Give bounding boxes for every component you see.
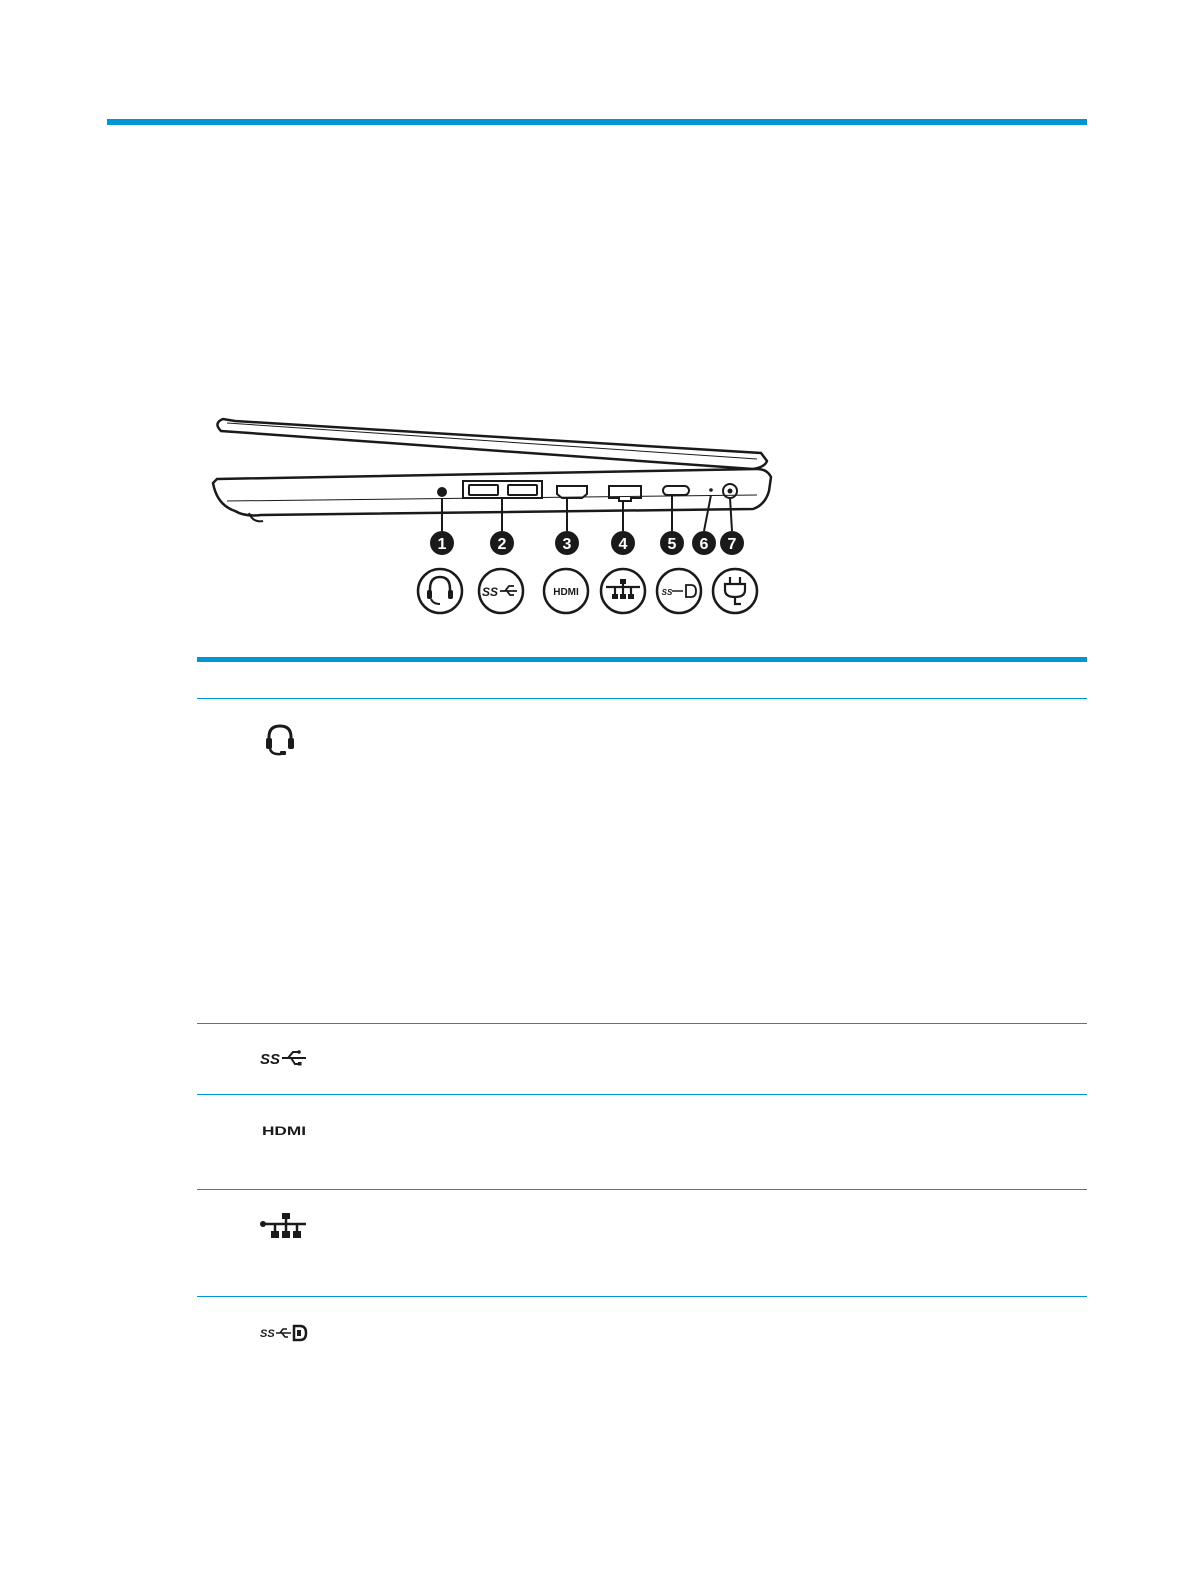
svg-text:SS: SS (260, 1051, 281, 1068)
svg-text:SS: SS (260, 1328, 275, 1340)
svg-text:SS: SS (661, 588, 673, 597)
svg-text:HDMI: HDMI (262, 1124, 306, 1138)
hdmi-icon (258, 1122, 310, 1138)
callout-2 (490, 531, 514, 555)
callout-3 (555, 531, 579, 555)
usb-superspeed-icon (479, 569, 523, 613)
svg-text:SS: SS (481, 585, 499, 599)
table-row-rule (197, 1023, 1087, 1024)
svg-text:7: 7 (727, 536, 737, 553)
table-row-2-icon (258, 1048, 310, 1068)
table-row-5-icon (258, 1322, 310, 1344)
headset-icon (418, 569, 462, 613)
table-row-rule (197, 1296, 1087, 1297)
table-row-1-icon (258, 722, 298, 758)
headset-icon (258, 722, 298, 758)
table-row-rule (197, 1094, 1087, 1095)
table-top-rule (197, 657, 1087, 662)
callout-4 (611, 531, 635, 555)
callout-5 (660, 531, 684, 555)
svg-text:2: 2 (497, 536, 507, 553)
audio-jack-port (437, 487, 447, 497)
svg-text:1: 1 (437, 536, 447, 553)
table-row-rule (197, 1189, 1087, 1190)
svg-text:3: 3 (562, 536, 572, 553)
svg-text:4: 4 (618, 536, 628, 553)
usb-superspeed-icon (258, 1048, 310, 1068)
table-header-rule (197, 698, 1087, 699)
svg-text:HDMI: HDMI (553, 587, 579, 598)
ac-adapter-light (709, 488, 713, 492)
svg-text:6: 6 (699, 536, 709, 553)
power-plug-icon (713, 569, 757, 613)
table-row-3-icon (258, 1122, 310, 1138)
table-row-4-icon (258, 1212, 310, 1240)
rj45-network-icon (601, 569, 645, 613)
laptop-right-side-illustration (205, 405, 785, 620)
rj45-network-icon (258, 1212, 310, 1240)
usb-c-displayport-icon (657, 569, 701, 613)
callout-6 (692, 531, 716, 555)
callout-1 (430, 531, 454, 555)
laptop-right-side-figure (205, 405, 785, 620)
usb-c-displayport-icon (258, 1322, 310, 1344)
chapter-top-rule (107, 119, 1087, 125)
hdmi-icon (544, 569, 588, 613)
callout-7 (720, 531, 744, 555)
svg-text:5: 5 (667, 536, 677, 553)
